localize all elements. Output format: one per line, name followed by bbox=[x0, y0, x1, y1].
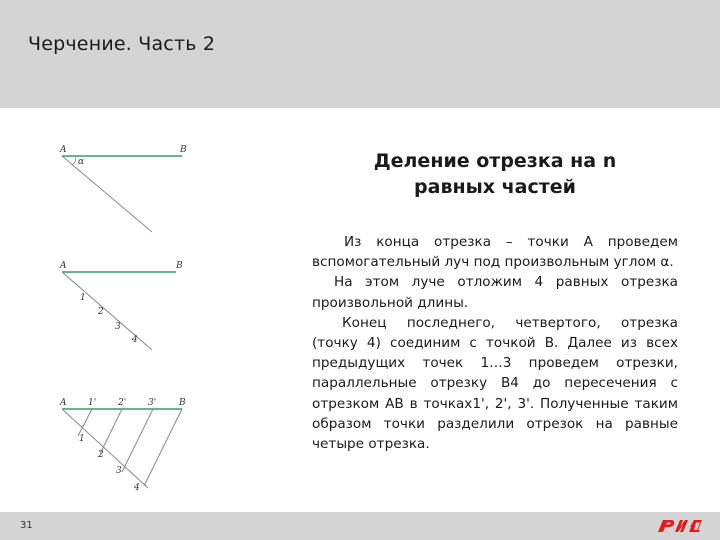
figure-ray-points bbox=[59, 261, 183, 350]
point-a-label: A bbox=[60, 398, 67, 408]
parallel-line-1 bbox=[78, 409, 92, 436]
auxiliary-ray bbox=[62, 156, 152, 232]
point-a-label: A bbox=[60, 145, 67, 155]
rzd-logo bbox=[654, 517, 706, 535]
paragraph-3: Конец последнего, четвертого, отрезка (точку 4) соединим с точкой В. Далее из всех предыдущих точек 1…3 проведем отрезки, параллельные отрезку В4 до пересечения с отрезком АВ в точках1', 2', 3'. Полученные таким образом точки разделили отрезок на равные четыре отрезка. bbox=[312, 314, 678, 453]
parallel-line-2 bbox=[100, 409, 122, 454]
heading-line-1: Деление отрезка на n bbox=[373, 150, 617, 172]
point-3-label: 3 bbox=[115, 322, 121, 332]
point-b-label: B bbox=[179, 398, 186, 408]
point-3-label: 3 bbox=[116, 466, 122, 476]
auxiliary-ray bbox=[62, 409, 148, 488]
point-4-label: 4 bbox=[134, 483, 140, 493]
page-number: 31 bbox=[20, 520, 33, 531]
point-1-label: 1 bbox=[79, 434, 85, 444]
parallel-line-3 bbox=[122, 409, 153, 472]
figure-angle bbox=[59, 145, 187, 232]
construction-figures bbox=[48, 130, 218, 500]
line-b4 bbox=[144, 409, 182, 486]
angle-arc bbox=[72, 156, 76, 165]
content-heading bbox=[330, 148, 660, 200]
content-body bbox=[312, 232, 678, 454]
point-4-label: 4 bbox=[132, 335, 138, 345]
point-1-label: 1 bbox=[80, 293, 86, 303]
footer-bar bbox=[0, 512, 720, 540]
paragraph-2: На этом луче отложим 4 равных отрезка произвольной длины. bbox=[312, 274, 678, 311]
angle-label: α bbox=[78, 157, 85, 167]
point-3p-label: 3' bbox=[148, 398, 157, 408]
point-b-label: B bbox=[180, 145, 187, 155]
header-bar bbox=[0, 0, 720, 108]
slide-title: Черчение. Часть 2 bbox=[28, 33, 216, 55]
auxiliary-ray bbox=[62, 272, 152, 350]
point-2-label: 2 bbox=[98, 307, 104, 317]
paragraph-1: Из конца отрезка – точки А проведем вспомогательный луч под произвольным углом α. bbox=[312, 234, 678, 271]
point-b-label: B bbox=[176, 261, 183, 271]
heading-line-2: равных частей bbox=[414, 176, 576, 198]
point-a-label: A bbox=[60, 261, 67, 271]
point-2-label: 2 bbox=[98, 450, 104, 460]
figure-division bbox=[59, 398, 186, 493]
point-2p-label: 2' bbox=[118, 398, 127, 408]
point-1p-label: 1' bbox=[88, 398, 97, 408]
